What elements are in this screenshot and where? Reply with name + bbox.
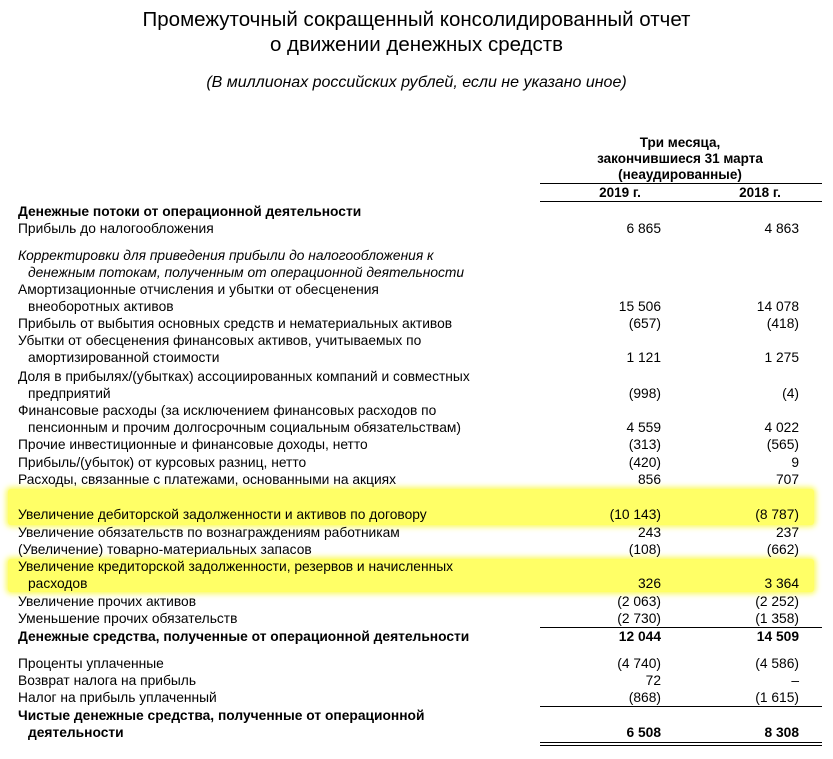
value-2019: 15 506 (618, 299, 661, 314)
table-row (0, 575, 833, 592)
column-header-2018: 2018 г. (739, 185, 781, 200)
value-2019: 12 044 (618, 629, 661, 644)
total-double-rule-2 (540, 745, 822, 746)
value-2018: 8 308 (764, 725, 799, 740)
value-2018: (662) (766, 542, 799, 557)
value-2019: (657) (628, 316, 661, 331)
row-label: Чистые денежные средства, полученные от операционной (18, 708, 425, 723)
header-rule (540, 183, 822, 184)
column-header-2019: 2019 г. (599, 185, 641, 200)
value-2019: (4 740) (617, 656, 661, 671)
row-label: Доля в прибылях/(убытках) ассоциированных компаний и совместных (18, 369, 470, 384)
row-label: деятельности (28, 725, 124, 740)
row-label: внеоборотных активов (28, 299, 174, 314)
table-row (0, 332, 833, 349)
table-row (0, 558, 833, 575)
value-2019: 1 121 (626, 350, 661, 365)
table-row-total (0, 724, 833, 741)
value-2019: (2 730) (617, 611, 661, 626)
value-2018: 1 275 (764, 350, 799, 365)
table-row (0, 281, 833, 298)
row-label: Убытки от обесценения финансовых активов, учитываемых по (18, 333, 422, 348)
row-label: Проценты уплаченные (18, 656, 164, 671)
row-label: Увеличение прочих активов (18, 594, 197, 609)
value-2019: (998) (628, 386, 661, 401)
total-double-rule-1 (540, 742, 822, 743)
table-row (0, 541, 833, 558)
value-2018: (1 358) (755, 611, 799, 626)
report-title-line2: о движении денежных средств (269, 33, 564, 56)
value-2018: 3 364 (764, 576, 799, 591)
table-row (0, 264, 833, 281)
value-2019: 6 508 (626, 725, 661, 740)
table-row (0, 689, 833, 706)
table-row (0, 247, 833, 264)
value-2018: (1 615) (755, 690, 799, 705)
row-label: Увеличение кредиторской задолженности, резервов и начисленных (18, 559, 454, 574)
value-2018: (8 787) (755, 507, 799, 522)
table-row (0, 454, 833, 471)
value-2019: (108) (628, 542, 661, 557)
row-label: предприятий (28, 386, 111, 401)
row-label: Денежные потоки от операционной деятельности (18, 204, 362, 219)
row-label: Возврат налога на прибыль (18, 673, 197, 688)
row-label: Амортизационные отчисления и убытки от обесценения (18, 282, 379, 297)
table-row (0, 655, 833, 672)
value-2018: 14 509 (756, 629, 799, 644)
value-2018: 14 078 (756, 299, 799, 314)
table-row (0, 349, 833, 366)
report-title-line1: Промежуточный сокращенный консолидированный отчет (142, 8, 691, 31)
units-subtitle: (В миллионах российских рублей, если не указано иное) (206, 74, 627, 91)
table-row (0, 436, 833, 453)
value-2018: 237 (775, 525, 799, 540)
value-2018: (2 252) (755, 594, 799, 609)
value-2018: (565) (766, 437, 799, 452)
value-2018: (4) (782, 386, 799, 401)
row-label: (Увеличение) товарно-материальных запасов (18, 542, 312, 557)
row-label: Прочие инвестиционные и финансовые доходы, нетто (18, 437, 368, 452)
table-row (0, 610, 833, 627)
table-row (0, 672, 833, 689)
value-2018: (4 586) (755, 656, 799, 671)
value-2019: 6 865 (626, 221, 661, 236)
row-label: Увеличение дебиторской задолженности и активов по договору (18, 507, 427, 522)
value-2019: 326 (637, 576, 661, 591)
table-row (0, 385, 833, 402)
column-header-rule (540, 201, 822, 202)
row-label: расходов (28, 576, 88, 591)
row-label: Налог на прибыль уплаченный (18, 690, 217, 705)
period-header-line1: Три месяца, (639, 135, 721, 150)
row-label: Увеличение обязательств по вознаграждениям работникам (18, 525, 400, 540)
value-2019: (420) (628, 455, 661, 470)
value-2019: 243 (637, 525, 661, 540)
row-label: Прибыль/(убыток) от курсовых разниц, нетто (18, 455, 307, 470)
value-2018: 9 (791, 455, 799, 470)
value-2018: – (791, 673, 799, 688)
row-label: Прибыль до налогообложения (18, 221, 214, 236)
period-header-line2: закончившиеся 31 марта (597, 151, 763, 166)
table-row (0, 593, 833, 610)
table-row (0, 419, 833, 436)
table-row (0, 368, 833, 385)
value-2019: 4 559 (626, 420, 661, 435)
value-2019: 856 (637, 472, 661, 487)
value-2019: (2 063) (617, 594, 661, 609)
row-label: денежным потокам, полученным от операционной деятельности (28, 265, 465, 280)
value-2019: 72 (645, 673, 661, 688)
row-label: Расходы, связанные с платежами, основанными на акциях (18, 472, 397, 487)
value-2018: 707 (775, 472, 799, 487)
value-2019: (313) (628, 437, 661, 452)
table-row (0, 471, 833, 488)
table-row (0, 220, 833, 237)
table-row (0, 203, 833, 220)
table-row (0, 524, 833, 541)
row-label: Прибыль от выбытия основных средств и нематериальных активов (18, 316, 453, 331)
table-row (0, 402, 833, 419)
value-2018: 4 022 (764, 420, 799, 435)
row-label: Корректировки для приведения прибыли до налогообложения к (18, 248, 434, 263)
value-2018: (418) (766, 316, 799, 331)
table-row (0, 298, 833, 315)
table-row-total (0, 707, 833, 724)
value-2019: (10 143) (609, 507, 661, 522)
value-2019: (868) (628, 690, 661, 705)
row-label: амортизированной стоимости (28, 350, 220, 365)
row-label: Уменьшение прочих обязательств (18, 611, 238, 626)
value-2018: 4 863 (764, 221, 799, 236)
row-label: Финансовые расходы (за исключением финансовых расходов по (18, 403, 437, 418)
period-header-line3: (неаудированные) (618, 167, 742, 182)
row-label: Денежные средства, полученные от операционной деятельности (18, 629, 470, 644)
table-row-subtotal (0, 628, 833, 645)
table-row (0, 506, 833, 523)
row-label: пенсионным и прочим долгосрочным социальным обязательствам) (28, 420, 461, 435)
table-row (0, 315, 833, 332)
